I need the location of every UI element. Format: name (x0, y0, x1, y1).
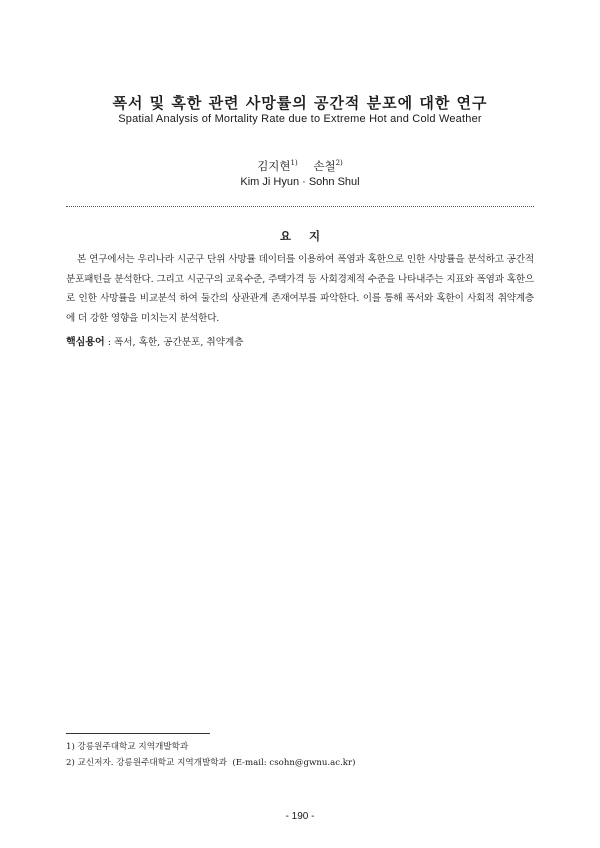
author-list-english: Kim Ji Hyun · Sohn Shul (240, 176, 360, 188)
keywords-label: 핵심용어 (66, 337, 105, 348)
footnote-rule (66, 733, 210, 734)
keywords-separator: : (104, 337, 114, 348)
author-name: 김지현 (257, 159, 291, 173)
page-number: - 190 - (285, 811, 315, 822)
author-name: 손철 (313, 159, 336, 173)
footnote-mark: 1) (290, 159, 298, 167)
author-list-korean (0, 158, 600, 174)
footnote-item: 1) 강릉원주대학교 지역개발학과 (66, 742, 189, 752)
footnotes (66, 739, 534, 771)
keywords-terms: 폭서, 혹한, 공간분포, 취약계층 (113, 337, 244, 348)
dotted-divider (66, 206, 534, 207)
footnote-mark: 2) (335, 159, 343, 167)
paper-title-english: Spatial Analysis of Mortality Rate due to Extreme Hot and Cold Weather (118, 113, 482, 125)
keywords-line (66, 333, 534, 348)
footnote-item: 2) 교신저자. 강릉원주대학교 지역개발학과 (E-mail: csohn@gwnu.ac.kr) (66, 758, 356, 768)
abstract-body: 본 연구에서는 우리나라 시군구 단위 사망률 데이터를 이용하여 폭염과 혹한으로 인한 사망률을 분석하고 공간적 분포패턴을 분석한다. 그리고 시군구의 교육수준, 주택가격 등 사회경제적 수준을 나타내주는 지표와 폭염과 혹한으로 인한 사망률을 비교분석 하여 둘간의 상관관계 존재여부를 파악한다. 이를 통해 폭서와 혹한이 사회적 취약계층에 더 강한 영향을 미치는지 분석한다. (66, 254, 534, 324)
abstract-heading: 요 지 (279, 229, 321, 243)
paper-title-korean: 폭서 및 혹한 관련 사망률의 공간적 분포에 대한 연구 (112, 94, 488, 112)
